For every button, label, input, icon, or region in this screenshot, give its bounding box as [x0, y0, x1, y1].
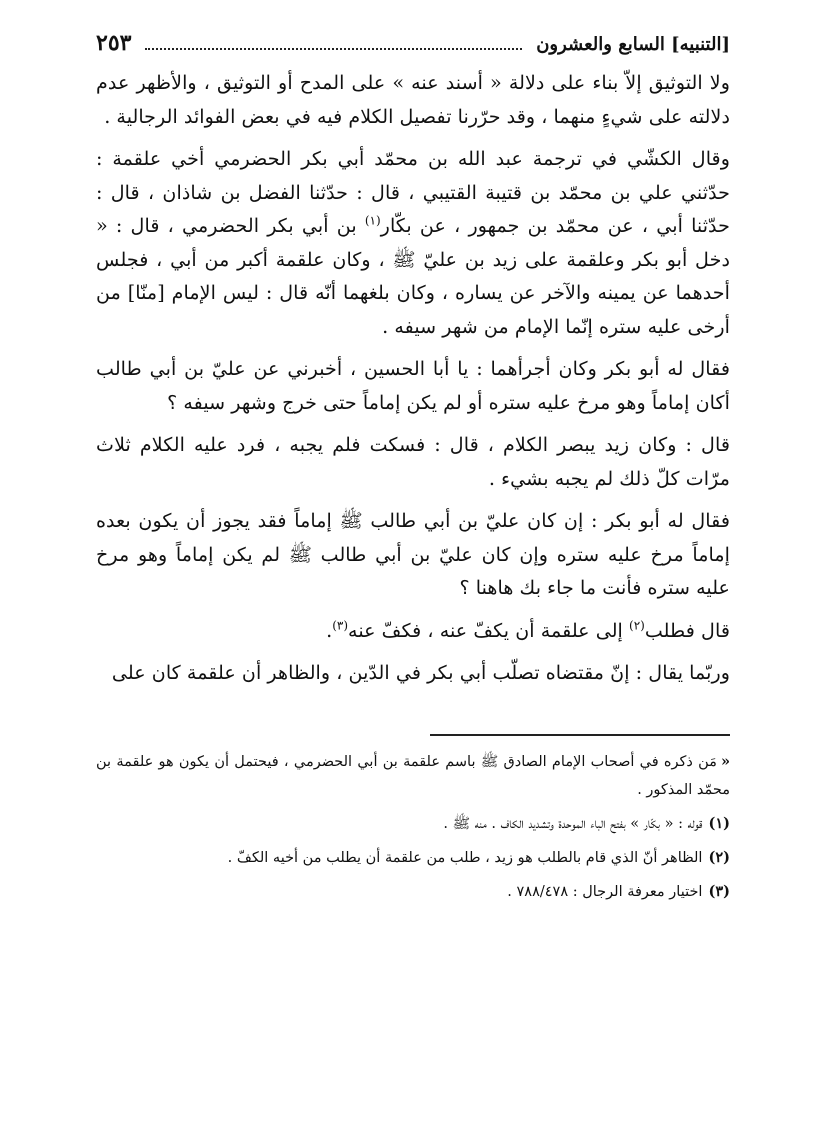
footnote-text: اختيار معرفة الرجال : ٧٨٨/٤٧٨ . — [507, 883, 703, 900]
paragraph-text: وقال الكشّي في ترجمة عبد الله بن محمّد أبي بكر الحضرمي أخي علقمة : حدّثني علي بن محمّد بن قتيبة القتيبي ، قال : حدّثنا الفضل بن شاذان ، قال : حدّثنا أبي ، عن محمّد بن جمهور ، عن بكّار — [96, 147, 730, 237]
footnotes — [96, 748, 730, 906]
footnote-ref: (٢) — [629, 618, 645, 633]
paragraph-text: إلى علقمة أن يكفّ عنه ، فكفّ عنه — [348, 618, 629, 642]
paragraph: فقال له أبو بكر : إن كان عليّ بن أبي طالب ﷺ إماماً فقد يجوز أن يكون بعده إماماً مرخ عليه ستره وإن كان عليّ بن أبي طالب ﷺ لم يكن إماماً وهو مرخ عليه ستره فأنت ما جاء بك هاهنا ؟ — [96, 509, 730, 599]
page-number: ٢٥٣ — [96, 30, 132, 56]
paragraph: فقال له أبو بكر وكان أجرأهما : يا أبا الحسين ، أخبرني عن عليّ بن أبي طالب أكان إماماً وهو مرخ عليه ستره أو لم يكن إماماً حتى خرج وشهر سيفه ؟ — [96, 357, 730, 414]
continuation-mark: « — [720, 752, 730, 770]
running-header — [96, 30, 730, 66]
paragraph-text: بن أبي بكر الحضرمي ، قال : « دخل أبو بكر وعلقمة على زيد بن عليّ ﷺ ، وكان علقمة أكبر من أبي ، فجلس أحدهما عن يمينه والآخر عن يساره ، وكان بلغهما أنّه قال : ليس الإمام [منّا] من أرخى عليه ستره إنّما الإمام من شهر سيفه . — [96, 214, 730, 338]
paragraph — [96, 614, 730, 648]
main-text — [96, 66, 730, 690]
paragraph-text: قال فطلب — [644, 618, 730, 642]
paragraph: قال : وكان زيد يبصر الكلام ، قال : فسكت فلم يجبه ، فرد عليه الكلام ثلاث مرّات كلّ ذلك لم يجبه بشيء . — [96, 433, 730, 490]
paragraph: وربّما يقال : إنّ مقتضاه تصلّب أبي بكر في الدّين ، والظاهر أن علقمة كان على — [111, 661, 730, 684]
paragraph — [96, 142, 730, 343]
header-title: [التنبيه] السابع والعشرون — [536, 34, 730, 55]
footnote-number: (١) — [708, 814, 730, 832]
footnote — [96, 810, 730, 838]
paragraph: ولا التوثيق إلاّ بناء على دلالة « أسند عنه » على المدح أو التوثيق ، والأظهر عدم دلالته على شيءٍ منهما ، وقد حرّرنا تفصيل الكلام فيه في بعض الفوائد الرجالية . — [96, 71, 730, 128]
footnote-separator — [430, 734, 730, 736]
footnote-ref: (٣) — [332, 618, 349, 633]
header-dot-leader — [145, 36, 522, 50]
footnote — [96, 844, 730, 872]
footnote-text: قوله : « بكّار » بفتح الباء الموحدة وتشديد الكاف . منه ﷺ . — [443, 815, 703, 832]
footnote-number: (٣) — [708, 882, 730, 900]
footnote-number: (٢) — [708, 848, 730, 866]
footnote-text: مَن ذكره في أصحاب الإمام الصادق ﷺ باسم علقمة بن أبي الحضرمي ، فيحتمل أن يكون هو علقمة بن محمّد المذكور . — [96, 753, 730, 798]
footnote — [96, 878, 730, 906]
footnote-text: الظاهر أنّ الذي قام بالطلب هو زيد ، طلب من علقمة أن يطلب من أخيه الكفّ . — [227, 849, 703, 866]
footnote-continuation — [96, 748, 730, 804]
paragraph-text: . — [326, 618, 333, 642]
footnote-ref: (١) — [364, 213, 381, 228]
